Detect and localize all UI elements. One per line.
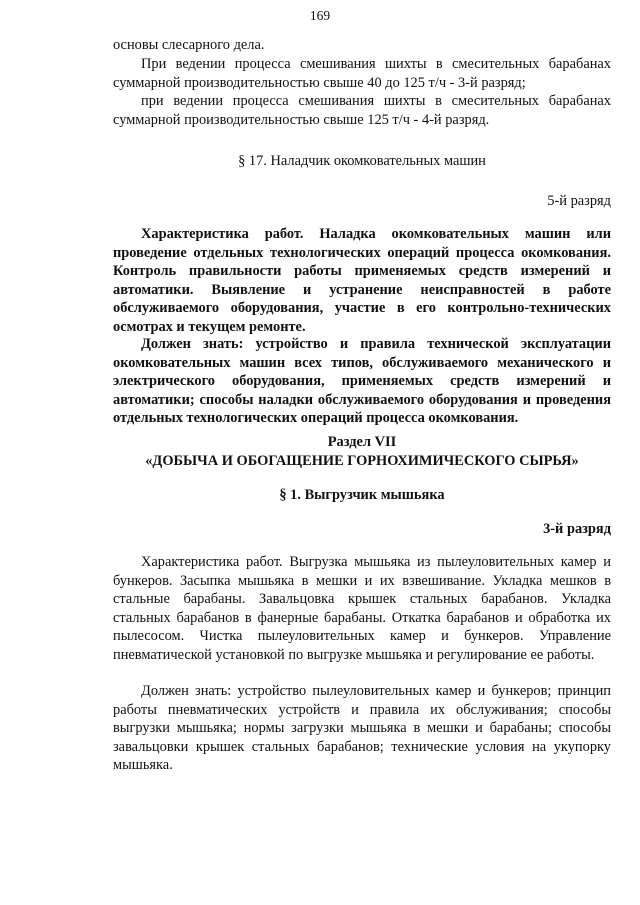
- page-number: 169: [309, 8, 331, 23]
- section-17-characteristic: Характеристика работ. Наладка окомковательных машин или проведение отдельных технологических операций процесса окомкования. Контроль правильности работы применяемых средств измерений и автоматики. Выявление и устранение неисправностей в работе обслуживаемого оборудования, участие в его контрольно-технических осмотрах и текущем ремонте.: [113, 226, 611, 335]
- section-1-characteristic: Характеристика работ. Выгрузка мышьяка из пылеуловительных камер и бункеров. Засыпка мышьяка в мешки и их взвешивание. Укладка мешков в стальные барабаны. Завальцовка крышек стальных барабанов. Укладка стальных барабанов в фанерные барабаны. Откатка барабанов и обработка их пылесосом. Чистка пылеуловительных камер и бункеров. Управление пневматической установкой по выгрузке мышьяка и регулирование ее работы.: [113, 554, 611, 663]
- chapter-title: «ДОБЫЧА И ОБОГАЩЕНИЕ ГОРНОХИМИЧЕСКОГО СЫРЬЯ»: [145, 453, 579, 469]
- section-17-title: § 17. Наладчик окомковательных машин: [238, 153, 486, 169]
- section-17-grade: 5-й разряд: [547, 193, 611, 209]
- paragraph-grade-4: при ведении процесса смешивания шихты в смесительных барабанах суммарной производительностью свыше 125 т/ч - 4-й разряд.: [113, 93, 611, 128]
- continued-line: основы слесарного дела.: [113, 37, 265, 53]
- section-1-must-know: Должен знать: устройство пылеуловительных камер и бункеров; принцип работы пневматических устройств и правила их обслуживания; способы выгрузки мышьяка; нормы загрузки мышьяка в мешки и барабаны; способы завальцовки крышек стальных барабанов; технические условия на укупорку мышьяка.: [113, 683, 611, 773]
- section-1-grade: 3-й разряд: [543, 521, 611, 537]
- chapter-label: Раздел VII: [327, 434, 397, 450]
- section-17-must-know: Должен знать: устройство и правила технической эксплуатации окомковательных машин всех типов, обслуживаемого механического и электрического оборудования, применяемых средств измерений и автоматики; способы наладки обслуживаемого оборудования и проведения отдельных технологических операций процесса окомкования.: [113, 336, 611, 426]
- paragraph-grade-3: При ведении процесса смешивания шихты в смесительных барабанах суммарной производительностью свыше 40 до 125 т/ч - 3-й разряд;: [113, 56, 611, 91]
- section-1-title: § 1. Выгрузчик мышьяка: [279, 487, 445, 503]
